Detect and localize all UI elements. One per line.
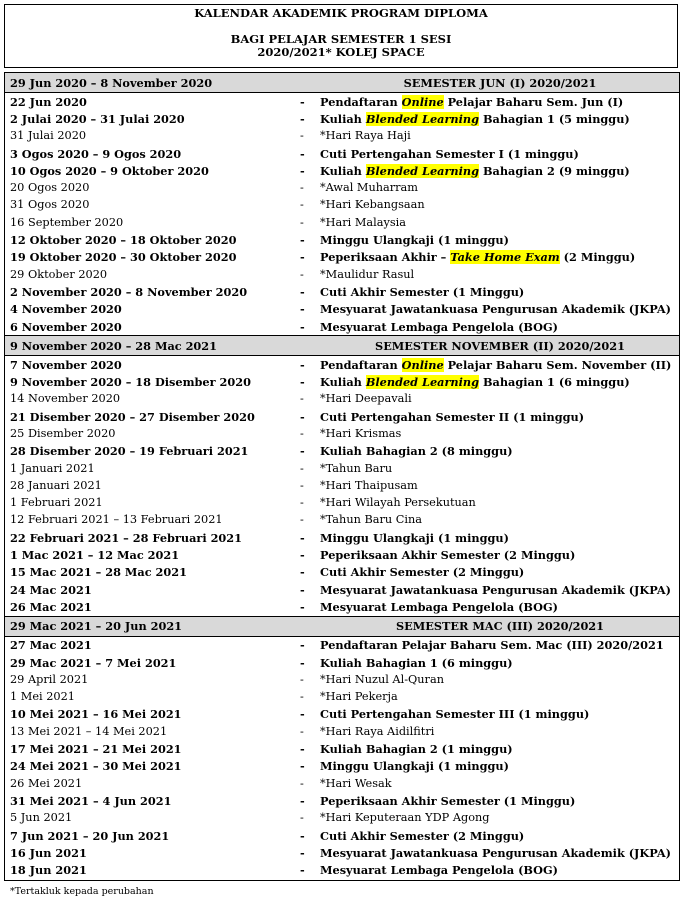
row-date: 1 Mei 2021 — [10, 690, 75, 704]
section-title: SEMESTER MAC (III) 2020/2021 — [320, 616, 680, 636]
event-highlight: Take Home Exam — [450, 250, 560, 265]
section-spacer — [300, 336, 320, 356]
row-event — [320, 145, 680, 162]
event-text-suffix: Bahagian 1 (5 minggu) — [479, 111, 630, 126]
section-title: SEMESTER NOVEMBER (II) 2020/2021 — [320, 336, 680, 356]
row-date: 25 Disember 2020 — [10, 426, 116, 440]
calendar-row — [4, 179, 680, 196]
row-event — [320, 758, 680, 775]
row-event — [320, 318, 680, 336]
calendar-row — [4, 214, 680, 231]
row-event — [320, 391, 680, 408]
row-event — [320, 844, 680, 861]
row-event — [320, 197, 680, 214]
section-header-row — [4, 616, 680, 636]
event-text: Kuliah Bahagian 2 (8 minggu) — [320, 444, 513, 459]
row-date: 4 November 2020 — [10, 302, 122, 317]
footnote: *Tertakluk kepada perubahan — [10, 886, 154, 897]
row-date: 28 Januari 2021 — [10, 478, 102, 492]
section-spacer — [300, 73, 320, 93]
row-dash: - — [300, 828, 305, 843]
event-text: Mesyuarat Jawatankuasa Pengurusan Akademik (JKPA) — [320, 582, 671, 597]
event-text-suffix: Pelajar Baharu Sem. Jun (I) — [443, 94, 624, 109]
row-date: 26 Mei 2021 — [10, 776, 83, 790]
calendar-row — [4, 758, 680, 775]
row-date: 5 Jun 2021 — [10, 811, 73, 825]
calendar-row — [4, 689, 680, 706]
row-event — [320, 581, 680, 598]
row-dash: - — [300, 638, 305, 653]
row-dash: - — [300, 319, 305, 334]
calendar-row — [4, 706, 680, 723]
event-text: *Hari Kebangsaan — [320, 198, 425, 212]
event-text: Cuti Akhir Semester (1 Minggu) — [320, 284, 525, 299]
event-text: *Awal Muharram — [320, 181, 419, 195]
calendar-row — [4, 564, 680, 581]
title-line-3: 2020/2021* KOLEJ SPACE — [257, 45, 425, 59]
event-text: Mesyuarat Lembaga Pengelola (BOG) — [320, 863, 559, 878]
row-dash: - — [300, 811, 304, 825]
event-text: *Hari Raya Aidilfitri — [320, 724, 435, 738]
calendar-row — [4, 443, 680, 460]
calendar-row — [4, 110, 680, 127]
row-dash: - — [300, 530, 305, 545]
row-event — [320, 564, 680, 581]
calendar-title-box — [4, 4, 678, 68]
row-dash: - — [300, 409, 305, 424]
row-date: 24 Mac 2021 — [10, 582, 92, 597]
row-date: 15 Mac 2021 – 28 Mac 2021 — [10, 565, 187, 580]
event-highlight: Blended Learning — [365, 375, 480, 390]
calendar-row — [4, 356, 680, 374]
row-event — [320, 792, 680, 809]
row-event — [320, 231, 680, 248]
event-text: *Hari Wesak — [320, 776, 392, 790]
row-date: 29 April 2021 — [10, 672, 89, 686]
event-text-suffix: (2 Minggu) — [559, 250, 636, 265]
title-line-2: BAGI PELAJAR SEMESTER 1 SESI — [230, 32, 452, 46]
calendar-row — [4, 93, 680, 111]
event-text: Pendaftaran Pelajar Baharu Sem. Mac (III) 2020/2021 — [320, 638, 664, 653]
row-date: 1 Mac 2021 – 12 Mac 2021 — [10, 548, 180, 563]
row-dash: - — [300, 707, 305, 722]
row-date: 2 Julai 2020 – 31 Julai 2020 — [10, 111, 185, 126]
event-text: Peperiksaan Akhir – — [320, 250, 451, 265]
row-date: 9 November 2020 – 18 Disember 2020 — [10, 375, 251, 390]
calendar-row — [4, 460, 680, 477]
row-event — [320, 495, 680, 512]
row-dash: - — [300, 742, 305, 757]
row-event — [320, 93, 680, 111]
row-event — [320, 636, 680, 654]
row-dash: - — [300, 375, 305, 390]
row-dash: - — [300, 776, 304, 790]
row-event — [320, 654, 680, 671]
event-text: *Hari Raya Haji — [320, 129, 411, 143]
event-text: Cuti Akhir Semester (2 Minggu) — [320, 565, 525, 580]
calendar-row — [4, 529, 680, 546]
row-dash: - — [300, 582, 305, 597]
event-highlight: Blended Learning — [365, 111, 480, 126]
calendar-row — [4, 128, 680, 145]
event-text: Pendaftaran — [320, 357, 402, 372]
row-dash: - — [300, 163, 305, 178]
calendar-row — [4, 283, 680, 300]
calendar-row — [4, 373, 680, 390]
row-event — [320, 723, 680, 740]
event-text: Cuti Pertengahan Semester III (1 minggu) — [320, 707, 590, 722]
row-dash: - — [300, 759, 305, 774]
calendar-row — [4, 740, 680, 757]
row-event — [320, 179, 680, 196]
row-event — [320, 373, 680, 390]
row-date: 1 Januari 2021 — [10, 461, 95, 475]
event-highlight: Blended Learning — [365, 163, 480, 178]
row-date: 29 Oktober 2020 — [10, 267, 108, 281]
row-date: 28 Disember 2020 – 19 Februari 2021 — [10, 444, 249, 459]
row-event — [320, 740, 680, 757]
event-highlight: Online — [401, 94, 444, 109]
row-event — [320, 128, 680, 145]
row-event — [320, 598, 680, 616]
calendar-row — [4, 301, 680, 318]
event-text: Cuti Pertengahan Semester II (1 minggu) — [320, 409, 585, 424]
calendar-row — [4, 810, 680, 827]
row-date: 10 Mei 2021 – 16 Mei 2021 — [10, 707, 182, 722]
row-dash: - — [300, 863, 305, 878]
row-dash: - — [300, 146, 305, 161]
row-date: 22 Jun 2020 — [10, 94, 87, 109]
section-date-range: 29 Jun 2020 – 8 November 2020 — [4, 73, 300, 93]
row-date: 12 Februari 2021 – 13 Februari 2021 — [10, 513, 223, 527]
event-text-suffix: Bahagian 1 (6 minggu) — [479, 375, 630, 390]
row-dash: - — [300, 392, 304, 406]
row-date: 21 Disember 2020 – 27 Disember 2020 — [10, 409, 255, 424]
row-date: 2 November 2020 – 8 November 2020 — [10, 284, 248, 299]
row-event — [320, 689, 680, 706]
row-dash: - — [300, 496, 304, 510]
row-date: 7 Jun 2021 – 20 Jun 2021 — [10, 828, 170, 843]
row-dash: - — [300, 478, 304, 492]
calendar-row — [4, 425, 680, 442]
row-event — [320, 162, 680, 179]
event-text: *Hari Thaipusam — [320, 478, 418, 492]
row-dash: - — [300, 548, 305, 563]
calendar-row — [4, 546, 680, 563]
row-dash: - — [300, 565, 305, 580]
row-date: 12 Oktober 2020 – 18 Oktober 2020 — [10, 233, 237, 248]
event-text: *Hari Deepavali — [320, 392, 412, 406]
event-text: Kuliah — [320, 163, 366, 178]
row-event — [320, 775, 680, 792]
event-text: Pendaftaran — [320, 94, 402, 109]
row-event — [320, 827, 680, 844]
section-header-row — [4, 336, 680, 356]
event-text: *Hari Krismas — [320, 426, 402, 440]
row-dash: - — [300, 129, 304, 143]
row-event — [320, 861, 680, 878]
calendar-row — [4, 391, 680, 408]
event-text: Cuti Akhir Semester (2 Minggu) — [320, 828, 525, 843]
event-highlight: Online — [401, 357, 444, 372]
row-dash: - — [300, 793, 305, 808]
row-date: 10 Ogos 2020 – 9 Oktober 2020 — [10, 163, 209, 178]
row-dash: - — [300, 111, 305, 126]
calendar-row — [4, 318, 680, 336]
calendar-row — [4, 671, 680, 688]
event-text: *Hari Pekerja — [320, 690, 398, 704]
row-dash: - — [300, 513, 304, 527]
row-date: 14 November 2020 — [10, 392, 121, 406]
section-header-row — [4, 73, 680, 93]
row-dash: - — [300, 461, 304, 475]
row-date: 20 Ogos 2020 — [10, 181, 90, 195]
row-event — [320, 110, 680, 127]
row-date: 31 Ogos 2020 — [10, 198, 90, 212]
calendar-row — [4, 512, 680, 529]
event-text: Kuliah Bahagian 1 (6 minggu) — [320, 655, 513, 670]
row-event — [320, 214, 680, 231]
calendar-row — [4, 266, 680, 283]
event-text-suffix: Bahagian 2 (9 minggu) — [479, 163, 630, 178]
row-event — [320, 477, 680, 494]
event-text: Cuti Pertengahan Semester I (1 minggu) — [320, 146, 579, 161]
row-dash: - — [300, 724, 304, 738]
section-title: SEMESTER JUN (I) 2020/2021 — [320, 73, 680, 93]
row-dash: - — [300, 599, 305, 614]
section-spacer — [300, 616, 320, 636]
event-text: Mesyuarat Jawatankuasa Pengurusan Akademik (JKPA) — [320, 302, 671, 317]
row-date: 24 Mei 2021 – 30 Mei 2021 — [10, 759, 182, 774]
event-text: Minggu Ulangkaji (1 minggu) — [320, 530, 509, 545]
calendar-row — [4, 861, 680, 878]
row-dash: - — [300, 250, 305, 265]
row-dash: - — [300, 444, 305, 459]
event-text: Minggu Ulangkaji (1 minggu) — [320, 233, 509, 248]
row-dash: - — [300, 357, 305, 372]
calendar-row — [4, 775, 680, 792]
title-line-1: KALENDAR AKADEMIK PROGRAM DIPLOMA — [194, 6, 488, 20]
row-event — [320, 425, 680, 442]
event-text: Mesyuarat Lembaga Pengelola (BOG) — [320, 319, 559, 334]
calendar-row — [4, 231, 680, 248]
row-event — [320, 301, 680, 318]
row-event — [320, 529, 680, 546]
event-text: Mesyuarat Lembaga Pengelola (BOG) — [320, 599, 559, 614]
row-event — [320, 283, 680, 300]
calendar-row — [4, 477, 680, 494]
row-date: 16 September 2020 — [10, 215, 124, 229]
event-text: *Tahun Baru — [320, 461, 393, 475]
row-dash: - — [300, 181, 304, 195]
row-event — [320, 706, 680, 723]
calendar-row — [4, 197, 680, 214]
calendar-row — [4, 636, 680, 654]
row-dash: - — [300, 215, 304, 229]
row-event — [320, 266, 680, 283]
row-dash: - — [300, 233, 305, 248]
row-dash: - — [300, 690, 304, 704]
calendar-row — [4, 145, 680, 162]
calendar-row — [4, 495, 680, 512]
row-date: 26 Mac 2021 — [10, 599, 92, 614]
row-date: 17 Mei 2021 – 21 Mei 2021 — [10, 742, 182, 757]
row-dash: - — [300, 267, 304, 281]
event-text: Minggu Ulangkaji (1 minggu) — [320, 759, 509, 774]
row-date: 16 Jun 2021 — [10, 845, 87, 860]
event-text: Mesyuarat Jawatankuasa Pengurusan Akademik (JKPA) — [320, 845, 671, 860]
event-text: Peperiksaan Akhir Semester (2 Minggu) — [320, 548, 576, 563]
event-text: *Hari Wilayah Persekutuan — [320, 496, 476, 510]
calendar-row — [4, 598, 680, 616]
event-text: Peperiksaan Akhir Semester (1 Minggu) — [320, 793, 576, 808]
row-date: 31 Julai 2020 — [10, 129, 87, 143]
calendar-row — [4, 654, 680, 671]
row-event — [320, 546, 680, 563]
calendar-row — [4, 162, 680, 179]
row-dash: - — [300, 198, 304, 212]
row-event — [320, 512, 680, 529]
row-event — [320, 249, 680, 266]
calendar-row — [4, 249, 680, 266]
row-event — [320, 443, 680, 460]
calendar-row — [4, 844, 680, 861]
row-date: 31 Mei 2021 – 4 Jun 2021 — [10, 793, 172, 808]
event-text: *Hari Malaysia — [320, 215, 407, 229]
row-event — [320, 408, 680, 425]
row-date: 6 November 2020 — [10, 319, 122, 334]
calendar-table — [4, 72, 680, 879]
row-dash: - — [300, 672, 304, 686]
row-event — [320, 810, 680, 827]
row-date: 3 Ogos 2020 – 9 Ogos 2020 — [10, 146, 182, 161]
calendar-row — [4, 792, 680, 809]
row-date: 13 Mei 2021 – 14 Mei 2021 — [10, 724, 168, 738]
row-date: 18 Jun 2021 — [10, 863, 87, 878]
event-text: Kuliah — [320, 375, 366, 390]
row-dash: - — [300, 655, 305, 670]
row-date: 1 Februari 2021 — [10, 496, 103, 510]
row-dash: - — [300, 94, 305, 109]
row-dash: - — [300, 845, 305, 860]
row-dash: - — [300, 426, 304, 440]
row-date: 29 Mac 2021 – 7 Mei 2021 — [10, 655, 177, 670]
row-date: 27 Mac 2021 — [10, 638, 92, 653]
section-date-range: 9 November 2020 – 28 Mac 2021 — [4, 336, 300, 356]
row-date: 22 Februari 2021 – 28 Februari 2021 — [10, 530, 243, 545]
row-event — [320, 356, 680, 374]
section-date-range: 29 Mac 2021 – 20 Jun 2021 — [4, 616, 300, 636]
calendar-row — [4, 581, 680, 598]
calendar-row — [4, 827, 680, 844]
row-event — [320, 460, 680, 477]
event-text: Kuliah Bahagian 2 (1 minggu) — [320, 742, 513, 757]
row-dash: - — [300, 302, 305, 317]
event-text: *Tahun Baru Cina — [320, 513, 423, 527]
event-text: *Hari Keputeraan YDP Agong — [320, 811, 490, 825]
calendar-row — [4, 723, 680, 740]
event-text: *Hari Nuzul Al-Quran — [320, 672, 444, 686]
row-event — [320, 671, 680, 688]
calendar-row — [4, 408, 680, 425]
event-text: Kuliah — [320, 111, 366, 126]
event-text: *Maulidur Rasul — [320, 267, 415, 281]
event-text-suffix: Pelajar Baharu Sem. November (II) — [443, 357, 672, 372]
row-date: 19 Oktober 2020 – 30 Oktober 2020 — [10, 250, 237, 265]
row-date: 7 November 2020 — [10, 357, 122, 372]
row-dash: - — [300, 284, 305, 299]
